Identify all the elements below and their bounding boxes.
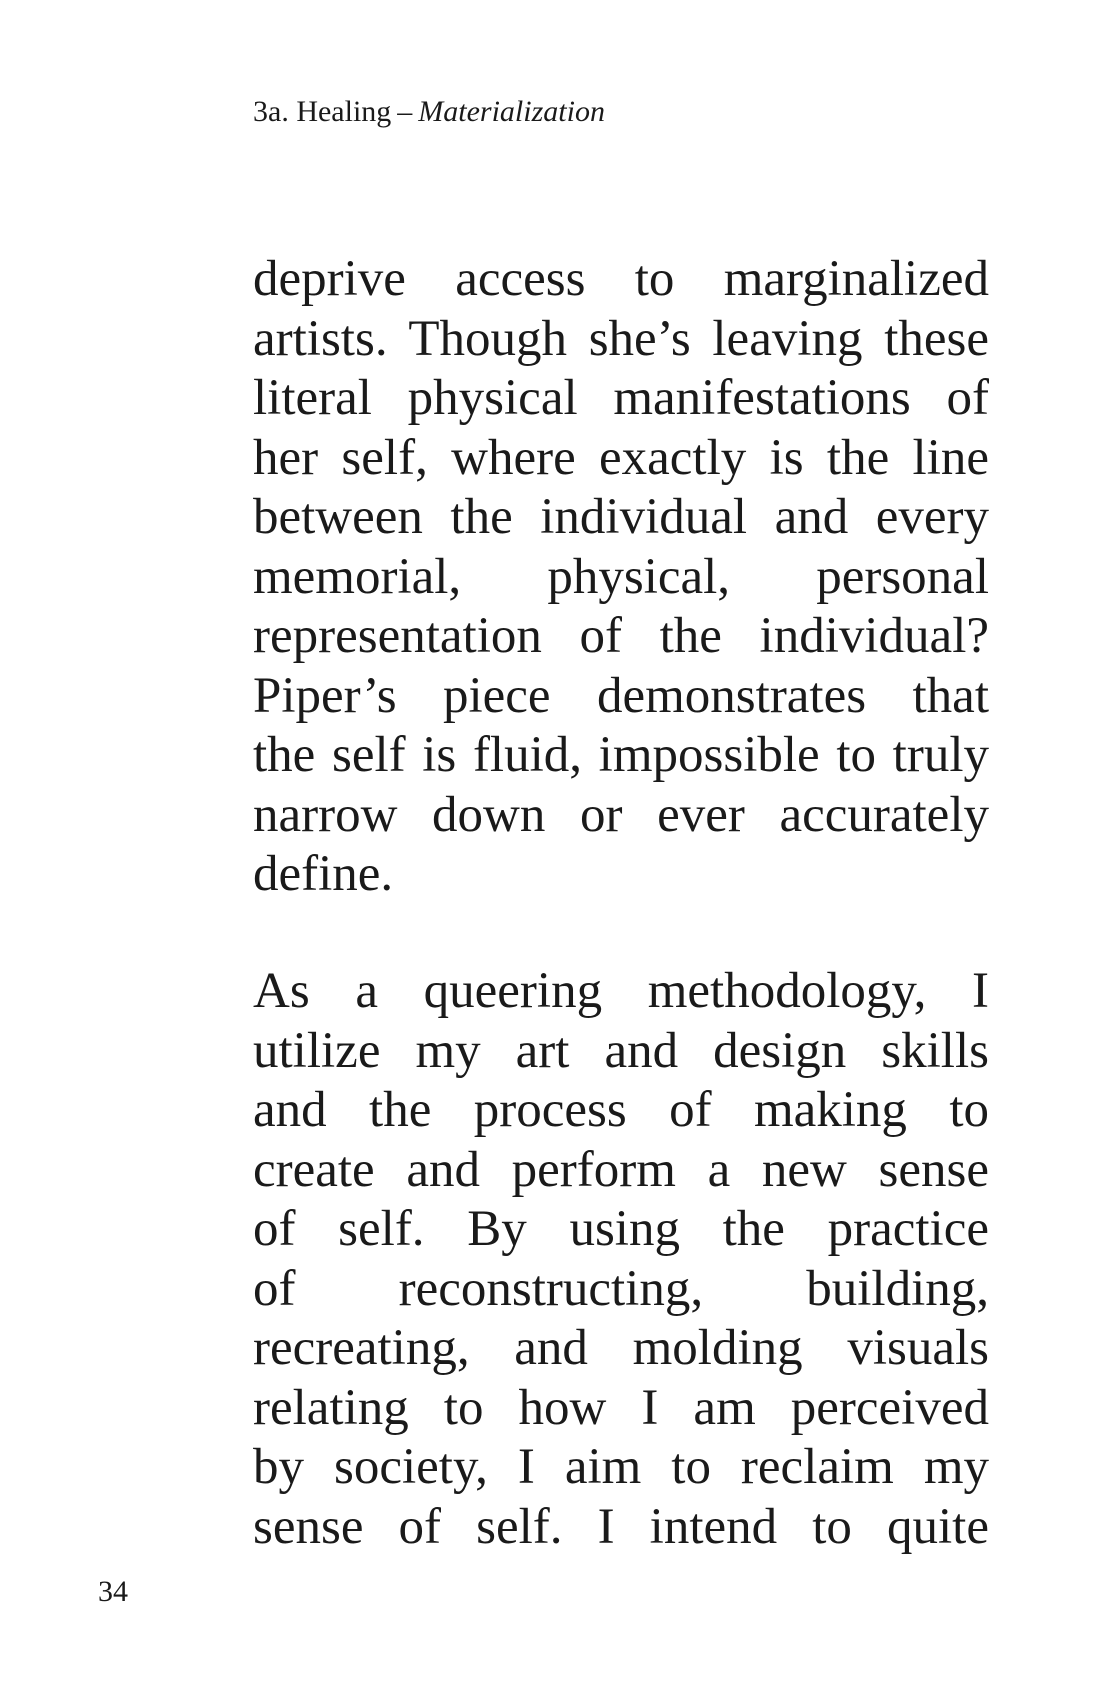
text-line: narrow down or ever accurately: [253, 786, 989, 843]
text-line: of self. By using the practice: [253, 1201, 989, 1257]
text-line: between the individual and every: [253, 489, 989, 545]
text-line: representation of the individual?: [253, 608, 989, 664]
text-line: define.: [253, 846, 394, 902]
text-line: create and perform a new sense: [253, 1141, 989, 1198]
text-line: utilize my art and design skills: [253, 1022, 989, 1079]
text-line: the self is fluid, impossible to truly: [253, 727, 989, 783]
text-line: her self, where exactly is the line: [253, 429, 989, 486]
page-number: 34: [98, 1575, 128, 1608]
header-separator: –: [397, 95, 413, 128]
running-header: [253, 92, 605, 132]
paragraph-2: [253, 962, 989, 1557]
text-line: deprive access to marginalized: [253, 251, 989, 307]
text-line: by society, I aim to reclaim my: [253, 1439, 989, 1495]
text-line: literal physical manifestations of: [253, 370, 989, 426]
text-line: artists. Though she’s leaving these: [253, 310, 989, 367]
text-line: relating to how I am perceived: [253, 1379, 989, 1436]
text-line: of reconstructing, building,: [253, 1260, 989, 1317]
text-line: Piper’s piece demonstrates that: [253, 667, 989, 724]
text-line: sense of self. I intend to quite: [253, 1498, 989, 1555]
text-line: and the process of making to: [253, 1082, 989, 1138]
paragraph-1: [253, 250, 989, 905]
text-line: As a queering methodology, I: [253, 963, 989, 1019]
text-line: recreating, and molding visuals: [253, 1320, 989, 1376]
section-title: Materialization: [418, 95, 605, 128]
chapter-label: 3a. Healing: [253, 95, 392, 128]
text-line: memorial, physical, personal: [253, 548, 989, 605]
